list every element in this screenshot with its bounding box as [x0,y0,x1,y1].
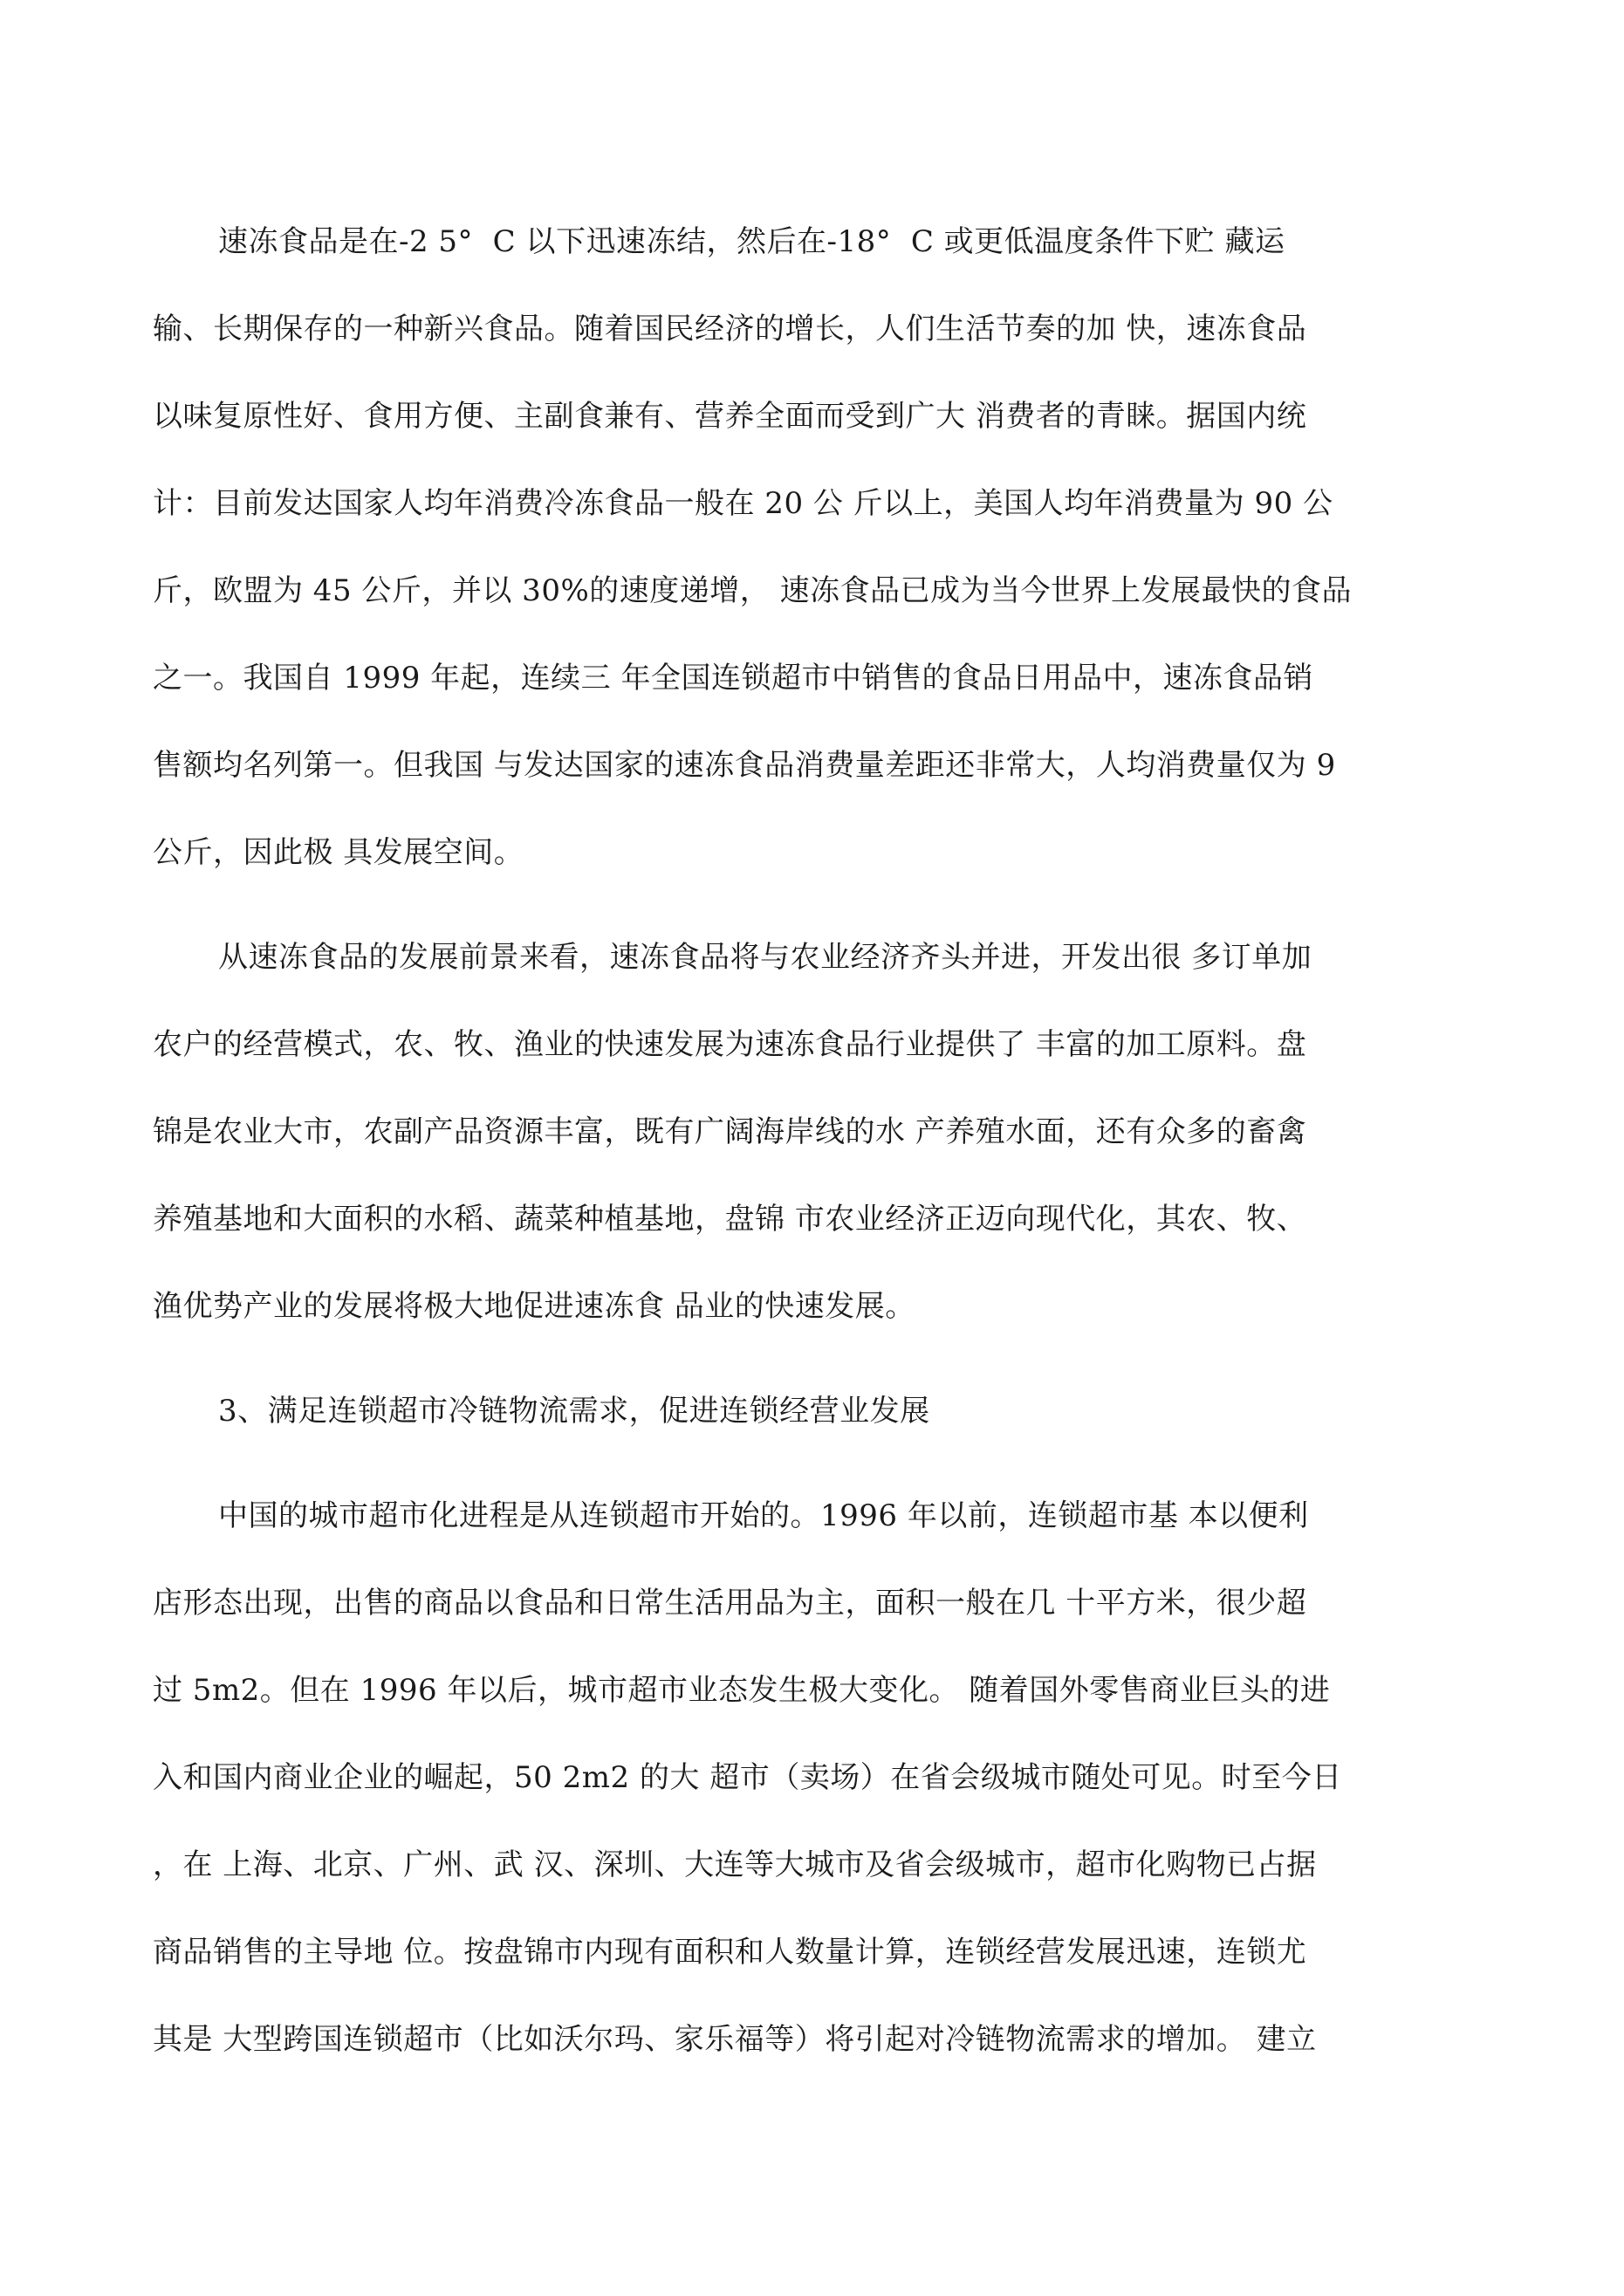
text-line: 店形态出现，出售的商品以食品和日常生活用品为主，面积一般在几 十平方米，很少超 [153,1586,1307,1621]
text-line: 锦是农业大市，农副产品资源丰富，既有广阔海岸线的水 产养殖水面，还有众多的畜禽 [153,1114,1307,1149]
text-line: 农户的经营模式，农、牧、渔业的快速发展为速冻食品行业提供了 丰富的加工原料。盘 [153,1027,1307,1062]
text-line: 斤，欧盟为 45 公斤，并以 30%的速度递增， 速冻食品已成为当今世界上发展最快的食品 [153,573,1353,608]
text-line: 过 5m2。但在 1996 年以后，城市超市业态发生极大变化。 随着国外零售商业巨头的进 [153,1673,1331,1708]
text-line: 养殖基地和大面积的水稻、蔬菜种植基地，盘锦 市农业经济正迈向现代化，其农、牧、 [153,1202,1307,1237]
text-line: 以味复原性好、食用方便、主副食兼有、营养全面而受到广大 消费者的青睐。据国内统 [153,399,1307,434]
text-line: 从速冻食品的发展前景来看，速冻食品将与农业经济齐头并进，开发出很 多订单加 [218,940,1312,975]
text-line: 速冻食品是在-2 5° C 以下迅速冻结，然后在-18° C 或更低温度条件下贮 藏运 [218,224,1285,259]
text-line: ，在 上海、北京、广州、武 汉、深圳、大连等大城市及省会级城市，超市化购物已占据 [153,1847,1317,1882]
text-line: 售额均名列第一。但我国 与发达国家的速冻食品消费量差距还非常大，人均消费量仅为 9 [153,748,1336,783]
text-line: 其是 大型跨国连锁超市（比如沃尔玛、家乐福等）将引起对冷链物流需求的增加。 建立 [153,2022,1317,2057]
text-line: 渔优势产业的发展将极大地促进速冻食 品业的快速发展。 [153,1289,915,1324]
text-line: 输、长期保存的一种新兴食品。随着国民经济的增长，人们生活节奏的加 快，速冻食品 [153,312,1307,346]
section-heading: 3、满足连锁超市冷链物流需求，促进连锁经营业发展 [218,1394,930,1429]
text-line: 中国的城市超市化进程是从连锁超市开始的。1996 年以前，连锁超市基 本以便利 [218,1498,1309,1533]
text-line: 入和国内商业企业的崛起，50 2m2 的大 超市（卖场）在省会级城市随处可见。时至今日 [153,1760,1342,1795]
text-line: 计：目前发达国家人均年消费冷冻食品一般在 20 公 斤以上，美国人均年消费量为 90 公 [153,486,1333,521]
text-line: 之一。我国自 1999 年起，连续三 年全国连锁超市中销售的食品日用品中，速冻食品销 [153,661,1313,696]
text-line: 公斤，因此极 具发展空间。 [153,835,524,870]
text-line: 商品销售的主导地 位。按盘锦市内现有面积和人数量计算，连锁经营发展迅速，连锁尤 [153,1935,1307,1970]
